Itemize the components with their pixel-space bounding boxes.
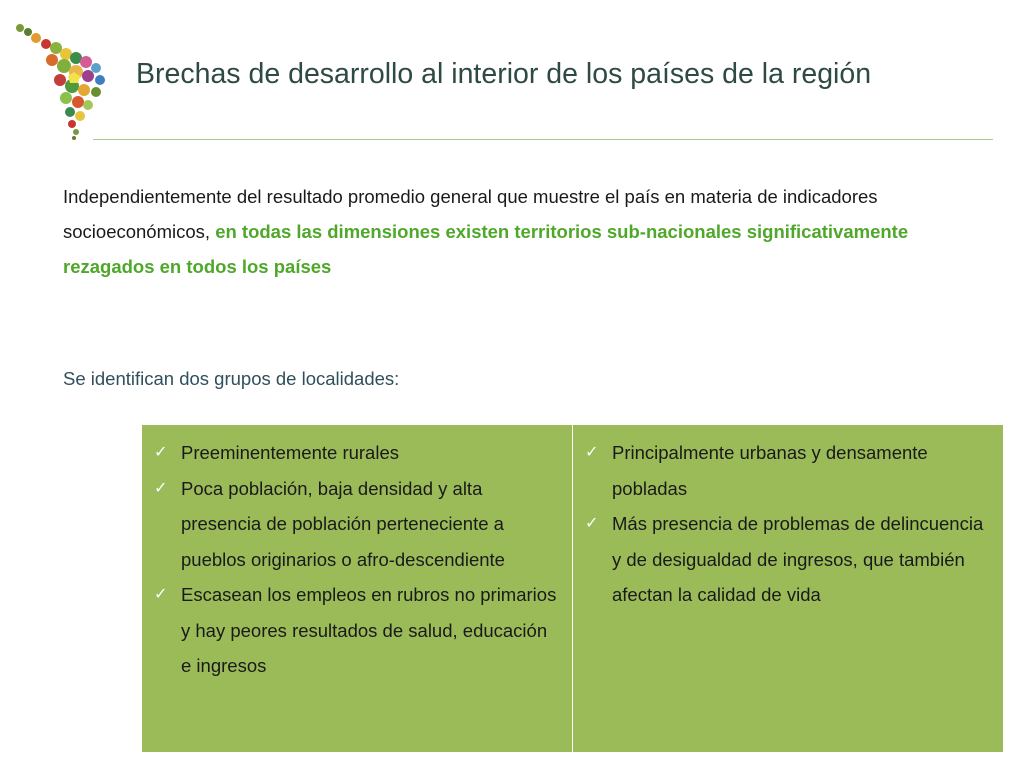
urban-group-list [585, 435, 993, 613]
hands-map-logo-icon [6, 10, 116, 140]
list-item-text: Más presencia de problemas de delincuencia y de desigualdad de ingresos, que también afectan la calidad de vida [612, 513, 984, 605]
list-item-text: Escasean los empleos en rubros no primarios y hay peores resultados de salud, educación e ingresos [181, 584, 557, 676]
intro-highlight: en todas las dimensiones existen territorios sub-nacionales significativamente rezagados en todos los países [63, 221, 909, 277]
list-item [154, 577, 562, 684]
list-item-text: Poca población, baja densidad y alta presencia de población perteneciente a pueblos originarios o afro-descendiente [181, 477, 505, 570]
check-icon: ✓ [154, 586, 168, 603]
check-icon: ✓ [154, 479, 168, 497]
check-icon: ✓ [154, 444, 168, 461]
check-icon: ✓ [585, 515, 599, 532]
list-item [154, 435, 562, 471]
groups-heading: Se identifican dos grupos de localidades: [63, 368, 400, 389]
rural-group-list [154, 435, 562, 684]
title-divider [93, 139, 993, 140]
check-icon: ✓ [585, 444, 599, 461]
rural-group-cell [142, 425, 573, 752]
list-item [154, 471, 562, 578]
page-title: Brechas de desarrollo al interior de los países de la región [136, 58, 872, 90]
list-item [585, 435, 993, 506]
urban-group-cell [573, 425, 1003, 752]
list-item [585, 506, 993, 613]
intro-paragraph [63, 179, 963, 284]
intro-text: Independientemente del resultado promedio general que muestre el país en materia de indicadores socioeconómicos, [63, 186, 878, 242]
groups-table [142, 425, 1003, 752]
list-item-text: Principalmente urbanas y densamente pobladas [612, 442, 928, 499]
list-item-text: Preeminentemente rurales [181, 442, 399, 463]
